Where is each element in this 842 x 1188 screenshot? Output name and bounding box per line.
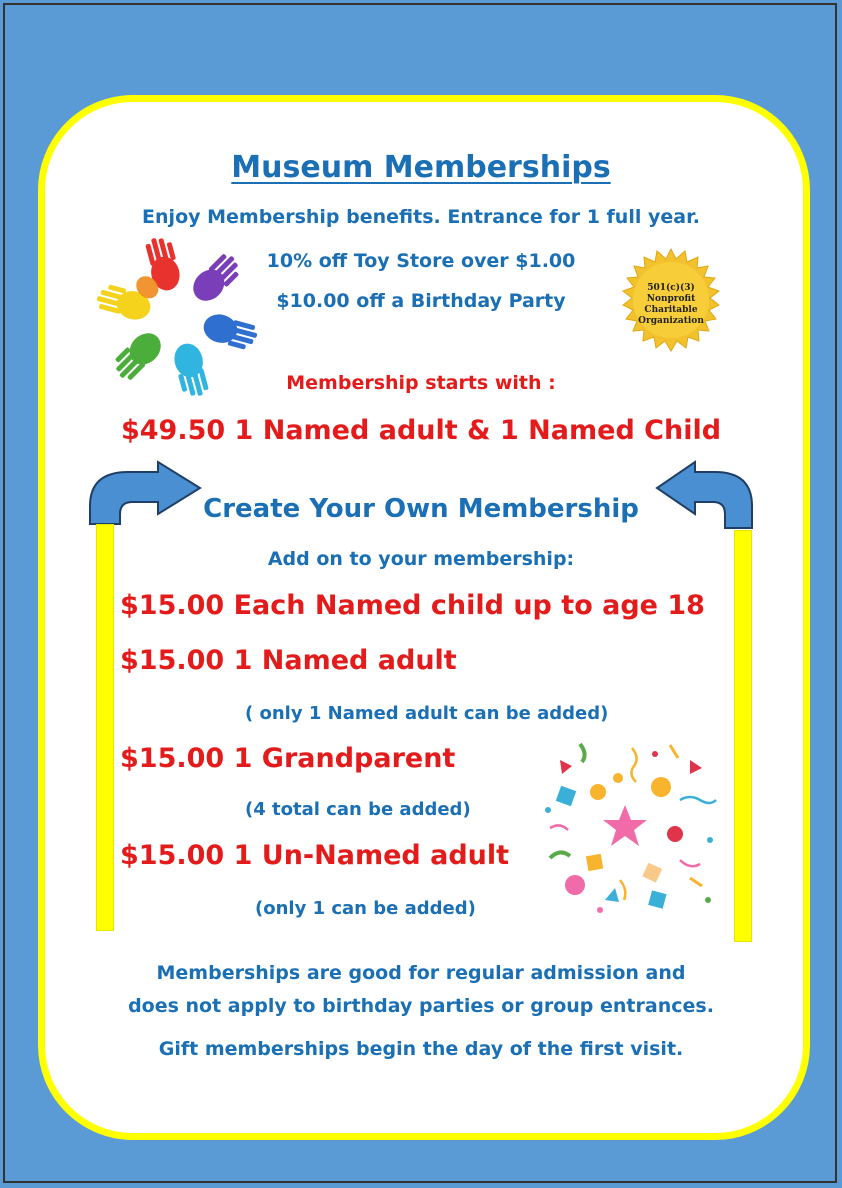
addon-note-adult: ( only 1 Named adult can be added) — [245, 703, 609, 724]
benefit-birthday: $10.00 off a Birthday Party — [276, 290, 566, 312]
addon-item-unnamed-adult: $15.00 1 Un-Named adult — [120, 840, 510, 871]
custom-heading: Create Your Own Membership — [203, 494, 639, 524]
footer-line-1: Memberships are good for regular admission and — [156, 962, 686, 984]
base-price-line: $49.50 1 Named adult & 1 Named Child — [120, 415, 722, 446]
footer-line-2: does not apply to birthday parties or group entrances. — [128, 995, 714, 1017]
membership-intro: Membership starts with : — [286, 372, 556, 394]
addon-note-unnamed-adult: (only 1 can be added) — [255, 898, 476, 919]
confetti-icon — [540, 740, 720, 915]
addon-item-grandparent: $15.00 1 Grandparent — [120, 743, 456, 774]
addon-note-grandparent: (4 total can be added) — [245, 799, 471, 820]
footer-line-3: Gift memberships begin the day of the first visit. — [158, 1038, 684, 1060]
left-yellow-bar — [96, 524, 114, 931]
benefit-entrance: Enjoy Membership benefits. Entrance for 1 full year. — [142, 206, 700, 228]
addon-intro: Add on to your membership: — [267, 548, 575, 570]
addon-item-adult: $15.00 1 Named adult — [120, 645, 457, 676]
page-title: Museum Memberships — [231, 150, 611, 185]
benefit-toy-store: 10% off Toy Store over $1.00 — [266, 250, 576, 272]
addon-item-child: $15.00 Each Named child up to age 18 — [120, 590, 705, 621]
seal-text: 501(c)(3) Nonprofit Charitable Organization — [638, 283, 704, 326]
right-yellow-bar — [734, 530, 752, 942]
